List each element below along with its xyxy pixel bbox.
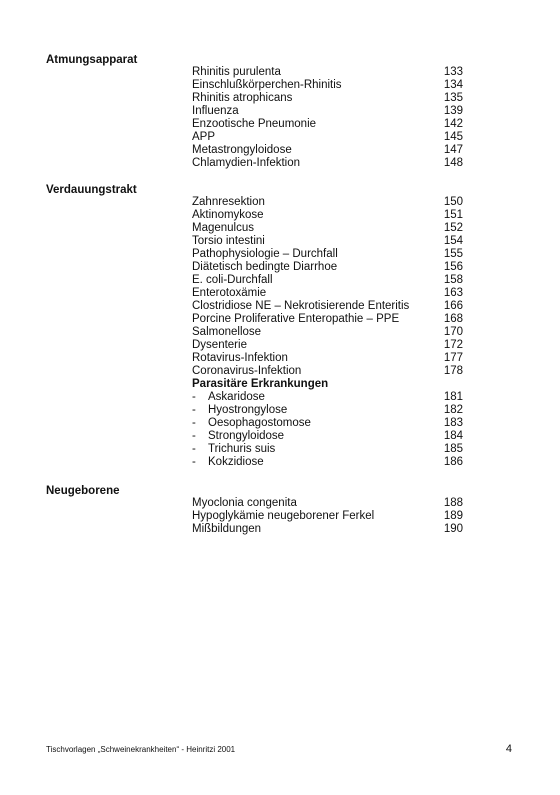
toc-entry [0,352,560,365]
entry-page: 189 [443,510,463,522]
entry-title: Einschlußkörperchen-Rhinitis [192,79,342,91]
entry-title: Rhinitis atrophicans [192,92,293,104]
entry-title: Zahnresektion [192,196,265,208]
entry-title: Oesophagostomose [208,417,311,429]
entry-page: 145 [443,131,463,143]
toc-subentry [0,430,560,443]
entry-page: 139 [443,105,463,117]
toc-subentry [0,443,560,456]
section-heading: Neugeborene [46,485,120,497]
entry-title: Kokzidiose [208,456,264,468]
toc-subentry [0,404,560,417]
toc-entry [0,274,560,287]
entry-title: Dysenterie [192,339,247,351]
toc-entry [0,118,560,131]
entry-title: Coronavirus-Infektion [192,365,302,377]
entry-page: 178 [443,365,463,377]
toc-list [0,66,560,170]
entry-page: 172 [443,339,463,351]
entry-page: 133 [443,66,463,78]
entry-title: Torsio intestini [192,235,265,247]
entry-page: 134 [443,79,463,91]
entry-page: 166 [443,300,463,312]
entry-page: 148 [443,157,463,169]
toc-entry [0,365,560,378]
entry-page: 182 [443,404,463,416]
footer-source: Tischvorlagen „Schweinekrankheiten“ - Heinritzi 2001 [46,745,236,754]
toc-entry [0,326,560,339]
entry-page: 181 [443,391,463,403]
entry-title: Hypoglykämie neugeborener Ferkel [192,510,375,522]
entry-page: 185 [443,443,463,455]
toc-entry [0,157,560,170]
toc-entry [0,222,560,235]
entry-page: 151 [443,209,463,221]
toc-entry [0,510,560,523]
entry-title: Clostridiose NE – Nekrotisierende Enteritis [192,300,410,312]
toc-entry [0,523,560,536]
list-dash: - [192,404,196,416]
entry-page: 168 [443,313,463,325]
entry-page: 183 [443,417,463,429]
toc-entry [0,209,560,222]
toc-entry [0,339,560,352]
toc-entry [0,92,560,105]
entry-page: 184 [443,430,463,442]
entry-title: Enzootische Pneumonie [192,118,317,130]
entry-title: Rhinitis purulenta [192,66,281,78]
entry-page: 177 [443,352,463,364]
entry-title: Rotavirus-Infektion [192,352,288,364]
list-dash: - [192,417,196,429]
list-dash: - [192,430,196,442]
entry-title: Myoclonia congenita [192,497,297,509]
toc-subheading [0,378,560,391]
footer-page-number: 4 [505,743,512,755]
toc-entry [0,105,560,118]
entry-title: Metastrongyloidose [192,144,292,156]
entry-title: Hyostrongylose [208,404,288,416]
toc-subentry [0,391,560,404]
entry-title: Diätetisch bedingte Diarrhoe [192,261,338,273]
entry-page: 186 [443,456,463,468]
toc-entry [0,66,560,79]
toc-entry [0,261,560,274]
entry-title: Enterotoxämie [192,287,267,299]
entry-page: 135 [443,92,463,104]
entry-title: Trichuris suis [208,443,276,455]
toc-entry [0,79,560,92]
toc-entry [0,497,560,510]
entry-page: 147 [443,144,463,156]
entry-page: 154 [443,235,463,247]
toc-entry [0,313,560,326]
subheading-title: Parasitäre Erkrankungen [192,378,329,390]
toc-entry [0,196,560,209]
entry-page: 163 [443,287,463,299]
entry-page: 156 [443,261,463,273]
entry-title: Askaridose [208,391,265,403]
entry-title: Pathophysiologie – Durchfall [192,248,338,260]
toc-entry [0,131,560,144]
entry-title: E. coli-Durchfall [192,274,273,286]
toc-subentry [0,417,560,430]
list-dash: - [192,391,196,403]
entry-title: Chlamydien-Infektion [192,157,301,169]
toc-list [0,196,560,469]
entry-page: 170 [443,326,463,338]
toc-entry [0,144,560,157]
entry-page: 158 [443,274,463,286]
list-dash: - [192,443,196,455]
entry-page: 190 [443,523,463,535]
toc-entry [0,287,560,300]
toc-entry [0,235,560,248]
entry-page: 155 [443,248,463,260]
toc-entry [0,248,560,261]
toc-list [0,497,560,536]
entry-page: 150 [443,196,463,208]
entry-title: Influenza [192,105,239,117]
entry-page: 188 [443,497,463,509]
entry-title: APP [192,131,216,143]
section-heading: Verdauungstrakt [46,184,137,196]
entry-title: Aktinomykose [192,209,264,221]
list-dash: - [192,456,196,468]
entry-title: Strongyloidose [208,430,285,442]
toc-subentry [0,456,560,469]
entry-title: Mißbildungen [192,523,262,535]
entry-page: 152 [443,222,463,234]
entry-title: Magenulcus [192,222,255,234]
section-heading: Atmungsapparat [46,54,138,66]
entry-title: Porcine Proliferative Enteropathie – PPE [192,313,400,325]
entry-page: 142 [443,118,463,130]
toc-entry [0,300,560,313]
entry-title: Salmonellose [192,326,262,338]
